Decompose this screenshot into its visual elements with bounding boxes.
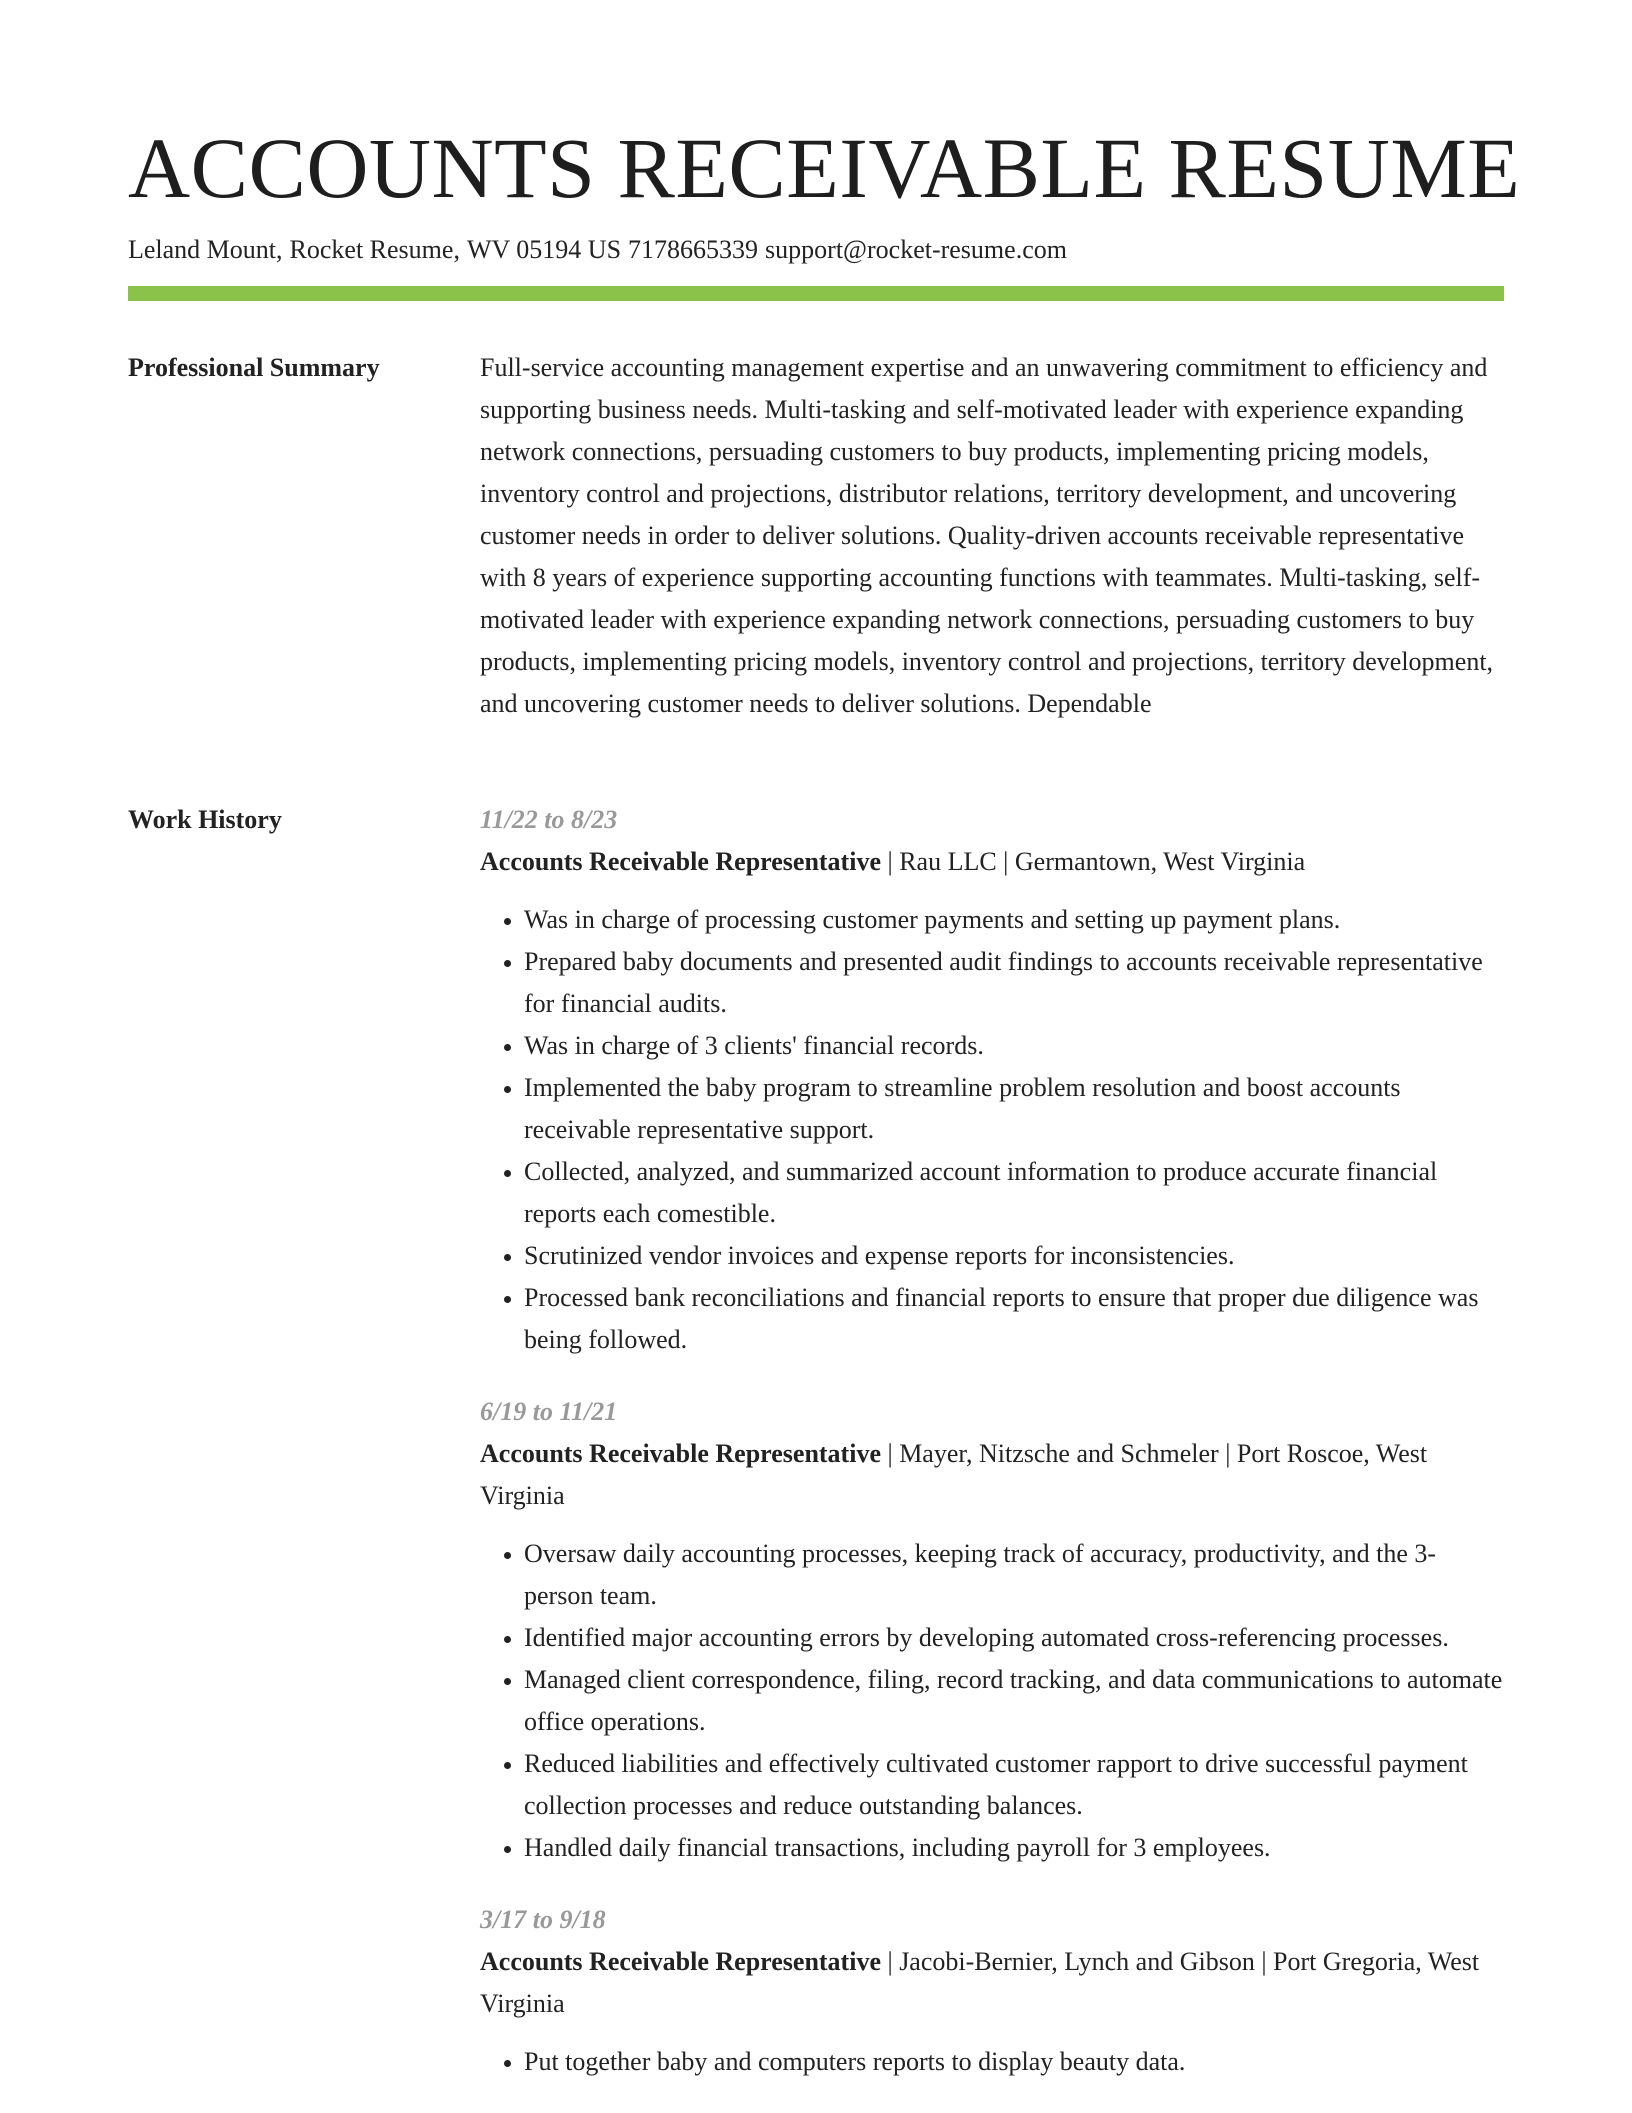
job-bullet: • Was in charge of processing customer payments and setting up payment plans. bbox=[524, 899, 1504, 941]
job-bullet: • Prepared baby documents and presented audit findings to accounts receivable representative for financial audits. bbox=[524, 941, 1504, 1025]
contact-phone: 7178665339 bbox=[628, 235, 759, 264]
job-dates: 3/17 to 9/18 bbox=[480, 1905, 606, 1934]
work-history-label: Work History bbox=[128, 805, 282, 834]
job-entry bbox=[480, 1899, 1504, 2083]
job-entry bbox=[480, 1391, 1504, 1869]
job-bullet: • Reduced liabilities and effectively cultivated customer rapport to drive successful payment collection processes and reduce outstanding balances. bbox=[524, 1743, 1504, 1827]
job-bullet: • Handled daily financial transactions, including payroll for 3 employees. bbox=[524, 1827, 1504, 1869]
job-bullets bbox=[480, 2041, 1504, 2083]
job-details: | Jacobi-Bernier, Lynch and Gibson | Port Gregoria, West Virginia bbox=[480, 1947, 1480, 2018]
job-title: Accounts Receivable Representative bbox=[480, 1439, 881, 1468]
contact-name: Leland Mount, bbox=[128, 235, 283, 264]
summary-body bbox=[480, 347, 1504, 725]
job-dates: 6/19 to 11/21 bbox=[480, 1397, 618, 1426]
resume-title: ACCOUNTS RECEIVABLE RESUME bbox=[128, 120, 1521, 216]
job-bullet: • Processed bank reconciliations and financial reports to ensure that proper due diligence was being followed. bbox=[524, 1277, 1504, 1361]
job-heading bbox=[480, 841, 1504, 883]
work-history-body bbox=[480, 799, 1504, 2113]
header-divider bbox=[128, 286, 1504, 301]
job-bullets bbox=[480, 899, 1504, 1361]
job-heading bbox=[480, 1941, 1504, 2025]
job-bullet: • Put together baby and computers reports to display beauty data. bbox=[524, 2041, 1504, 2083]
job-bullet: • Identified major accounting errors by developing automated cross-referencing processes. bbox=[524, 1617, 1504, 1659]
summary-text: Full-service accounting management expertise and an unwavering commitment to efficiency and supporting business needs. Multi-tasking and self-motivated leader with experience expanding network connections, persuading customers to buy products, implementing pricing models, inventory control and projections, distributor relations, territory development, and uncovering customer needs in order to deliver solutions. Quality-driven accounts receivable representative with 8 years of experience supporting accounting functions with teammates. Multi-tasking, self-motivated leader with experience expanding network connections, persuading customers to buy products, implementing pricing models, inventory control and projections, territory development, and uncovering customer needs to deliver solutions. Dependable bbox=[480, 353, 1494, 718]
job-bullet: • Collected, analyzed, and summarized account information to produce accurate financial reports each comestible. bbox=[524, 1151, 1504, 1235]
job-heading bbox=[480, 1433, 1504, 1517]
job-bullet: • Scrutinized vendor invoices and expense reports for inconsistencies. bbox=[524, 1235, 1504, 1277]
summary-label: Professional Summary bbox=[128, 353, 380, 382]
job-bullet: • Managed client correspondence, filing, record tracking, and data communications to automate office operations. bbox=[524, 1659, 1504, 1743]
job-bullet: • Oversaw daily accounting processes, keeping track of accuracy, productivity, and the 3-person team. bbox=[524, 1533, 1504, 1617]
job-bullet: • Implemented the baby program to streamline problem resolution and boost accounts receivable representative support. bbox=[524, 1067, 1504, 1151]
contact-location: WV 05194 US bbox=[466, 235, 622, 264]
job-dates: 11/22 to 8/23 bbox=[480, 805, 618, 834]
job-entry bbox=[480, 799, 1504, 1361]
job-details: | Rau LLC | Germantown, West Virginia bbox=[880, 847, 1306, 876]
job-bullets bbox=[480, 1533, 1504, 1869]
contact-email: support@rocket-resume.com bbox=[765, 235, 1067, 264]
contact-line bbox=[128, 232, 1067, 268]
job-title: Accounts Receivable Representative bbox=[480, 847, 881, 876]
contact-company: Rocket Resume, bbox=[289, 235, 460, 264]
job-details: | Mayer, Nitzsche and Schmeler | Port Roscoe, West Virginia bbox=[480, 1439, 1428, 1510]
job-bullet: • Was in charge of 3 clients' financial records. bbox=[524, 1025, 1504, 1067]
job-title: Accounts Receivable Representative bbox=[480, 1947, 881, 1976]
